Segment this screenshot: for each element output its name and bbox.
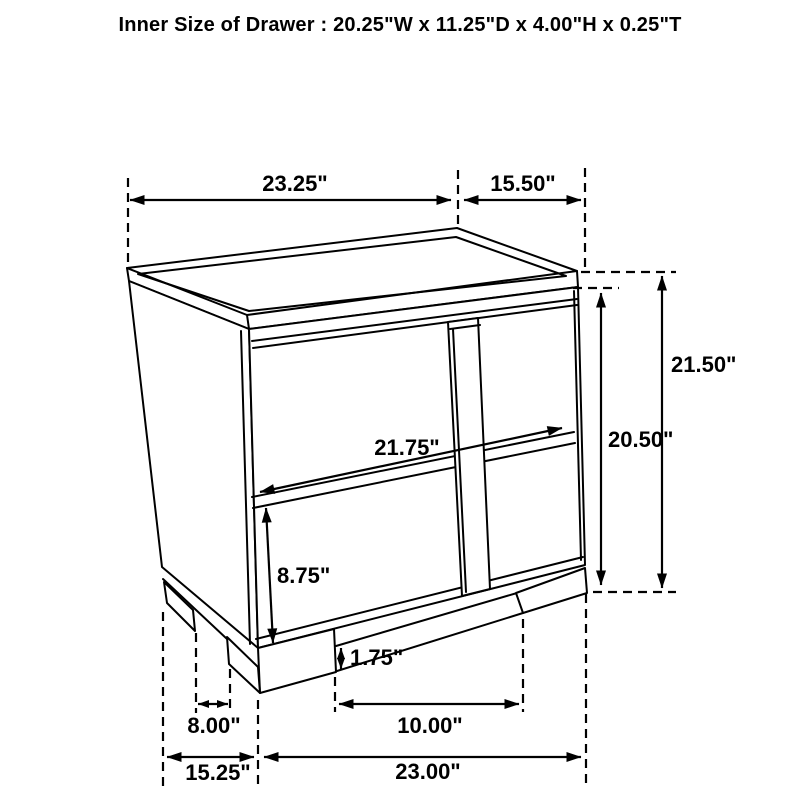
dim-top-depth	[464, 171, 581, 200]
dim-drawer-height-label: 8.75"	[277, 563, 331, 588]
dim-top-width	[130, 171, 451, 200]
dim-front-feet-gap	[339, 704, 519, 738]
dim-overall-height-label: 21.50"	[671, 352, 737, 377]
dim-case-height-label: 20.50"	[608, 427, 674, 452]
nightstand-line-art	[127, 228, 587, 693]
dim-base-rail-height	[341, 645, 403, 670]
side-panel	[129, 281, 258, 648]
drawing-title: Inner Size of Drawer : 20.25"W x 11.25"D x 4.00"H x 0.25"T	[118, 14, 682, 36]
dim-base-width-label: 23.00"	[395, 759, 461, 784]
dim-top-width-label: 23.25"	[262, 171, 328, 196]
dim-base-depth-label: 15.25"	[185, 760, 251, 785]
dim-base-rail-height-label: 1.75"	[350, 645, 404, 670]
dim-base-depth	[167, 757, 254, 785]
dim-front-feet-gap-label: 10.00"	[397, 713, 463, 738]
dim-top-depth-label: 15.50"	[490, 171, 556, 196]
dim-side-feet-gap-label: 8.00"	[187, 713, 241, 738]
dim-drawer-width-label: 21.75"	[374, 435, 440, 460]
dim-base-width	[264, 757, 581, 784]
